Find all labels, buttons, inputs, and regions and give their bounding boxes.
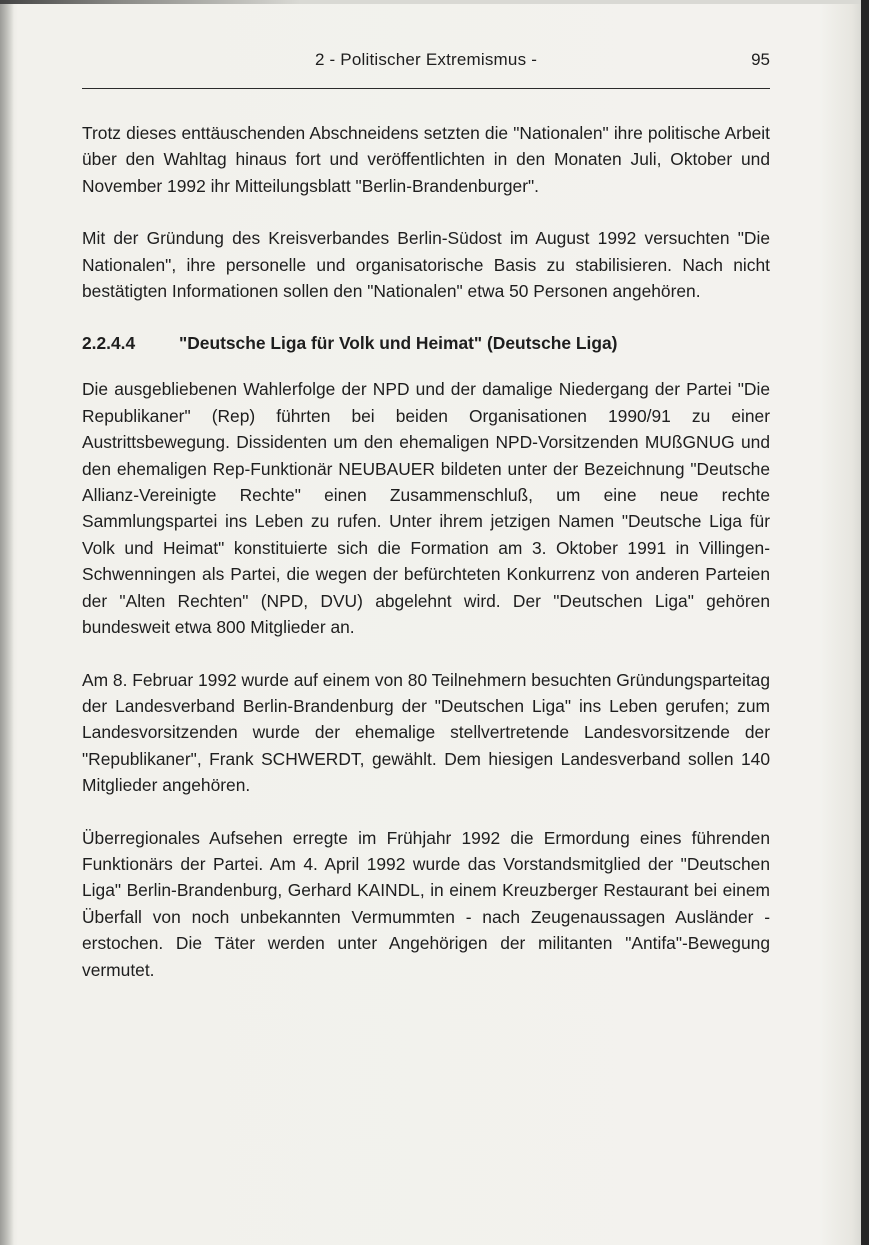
page-number: 95	[751, 50, 770, 69]
header-title: 2 - Politischer Extremismus -	[314, 50, 538, 69]
page-top-edge	[0, 0, 869, 4]
paragraph: Trotz dieses enttäuschenden Abschneidens setzten die "Nationalen" ihre politische Arbeit über den Wahltag hinaus fort und veröffentlichten in den Monaten Juli, Oktober und November 1992 ihr Mitteilungsblatt "Berlin-Brandenburger".	[82, 123, 770, 196]
section-title: "Deutsche Liga für Volk und Heimat" (Deutsche Liga)	[179, 333, 618, 354]
running-header	[82, 50, 770, 80]
header-rule	[82, 88, 770, 89]
paragraph: Am 8. Februar 1992 wurde auf einem von 80 Teilnehmern besuchten Gründungsparteitag der Landesverband Berlin-Brandenburg der "Deutschen Liga" ins Leben gerufen; zum Landesvorsitzenden wurde der ehemalige stellvertretende Landesvorsitzende der "Republikaner", Frank SCHWERDT, gewählt. Dem hiesigen Landesverband sollen 140 Mitglieder angehören.	[82, 669, 770, 796]
section-number: 2.2.4.4	[82, 333, 136, 354]
page-fold-shadow	[0, 0, 14, 1245]
page-body	[82, 120, 770, 1009]
paragraph: Überregionales Aufsehen erregte im Frühjahr 1992 die Ermordung eines führenden Funktionärs der Partei. Am 4. April 1992 wurde das Vorstandsmitglied der "Deutschen Liga" Berlin-Brandenburg, Gerhard KAINDL, in einem Kreuzberger Restaurant bei einem Überfall von noch unbekannten Vermummten - nach Zeugenaussagen Ausländer - erstochen. Die Täter werden unter Angehörigen der militanten "Antifa"-Bewegung vermutet.	[82, 827, 770, 980]
section-heading	[82, 330, 770, 356]
page-right-edge	[861, 0, 869, 1245]
paragraph: Mit der Gründung des Kreisverbandes Berlin-Südost im August 1992 versuchten "Die Nationalen", ihre personelle und organisatorische Basis zu stabilisieren. Nach nicht bestätigten Informationen sollen den "Nationalen" etwa 50 Personen angehören.	[82, 228, 770, 302]
paragraph: Die ausgebliebenen Wahlerfolge der NPD und der damalige Niedergang der Partei "Die Republikaner" (Rep) führten bei beiden Organisationen 1990/91 zu einer Austrittsbewegung. Dissidenten um den ehemaligen NPD-Vorsitzenden MUßGNUG und den ehemaligen Rep-Funktionär NEUBAUER bildeten unter der Bezeichnung "Deutsche Allianz-Vereinigte Rechte" einen Zusammenschluß, um eine neue rechte Sammlungspartei ins Leben zu rufen. Unter ihrem jetzigen Namen "Deutsche Liga für Volk und Heimat" konstituierte sich die Formation am 3. Oktober 1991 in Villingen-Schwenningen als Partei, die wegen der befürchteten Konkurrenz von anderen Parteien der "Alten Rechten" (NPD, DVU) abgelehnt wird. Der "Deutschen Liga" gehören bundesweit etwa 800 Mitglieder an.	[82, 379, 770, 638]
